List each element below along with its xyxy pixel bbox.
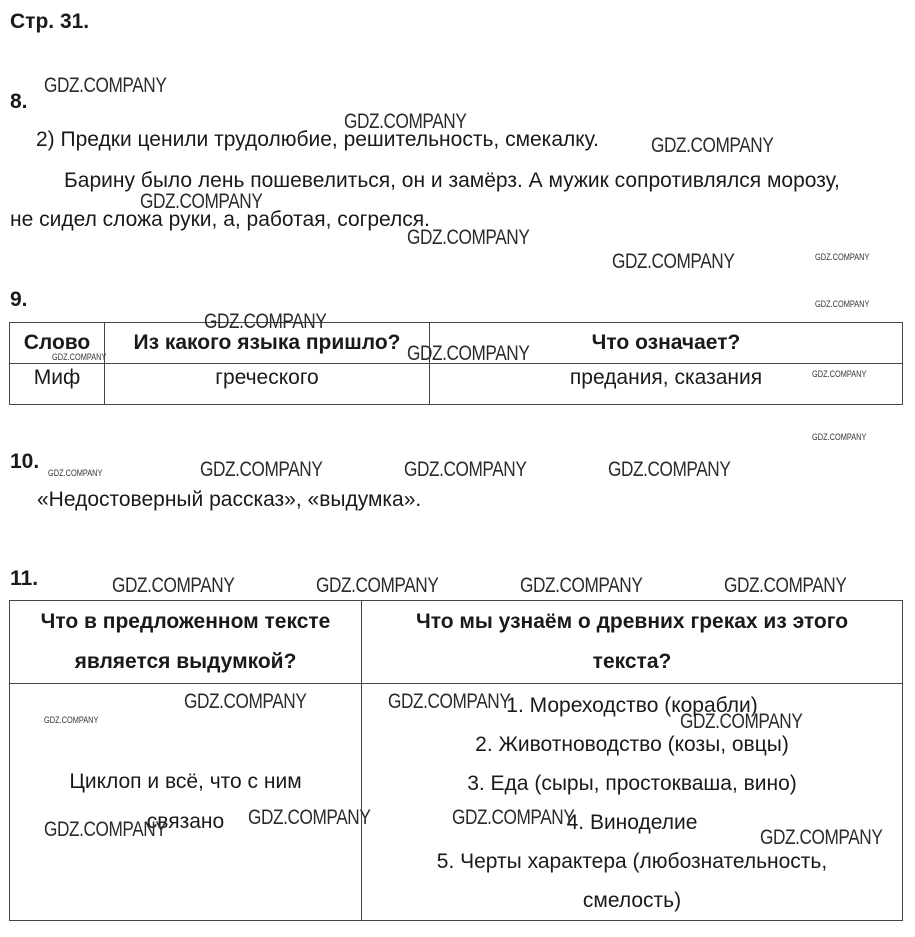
cell-meaning: предания, сказания xyxy=(430,364,903,405)
list-item: 2. Животноводство (козы, овцы) xyxy=(475,733,789,756)
header-meaning: Что означает? xyxy=(430,323,903,364)
table-row xyxy=(10,684,903,921)
watermark: GDZ.COMPANY xyxy=(44,74,167,97)
header-word: Слово xyxy=(10,323,105,364)
cell-word: Миф xyxy=(10,364,105,405)
header-learn-line-1: Что мы узнаём о древних греках из этого xyxy=(415,610,849,633)
watermark: GDZ.COMPANY xyxy=(200,458,323,481)
header-origin-language: Из какого языка пришло? xyxy=(105,323,430,364)
task-11-table xyxy=(9,600,903,921)
watermark: GDZ.COMPANY xyxy=(52,352,107,362)
watermark: GDZ.COMPANY xyxy=(680,710,803,733)
task-10-number: 10. xyxy=(10,450,40,473)
watermark: GDZ.COMPANY xyxy=(404,458,527,481)
watermark: GDZ.COMPANY xyxy=(812,369,867,379)
watermark: GDZ.COMPANY xyxy=(724,574,847,597)
header-fiction-line-1: Что в предложенном тексте xyxy=(40,610,331,633)
list-item: 5. Черты характера (любознательность, xyxy=(436,850,828,873)
watermark: GDZ.COMPANY xyxy=(140,190,263,213)
list-item: 4. Виноделие xyxy=(566,811,698,834)
watermark: GDZ.COMPANY xyxy=(815,299,870,309)
watermark: GDZ.COMPANY xyxy=(407,226,530,249)
table-header-row xyxy=(10,323,903,364)
list-item: 3. Еда (сыры, простокваша, вино) xyxy=(467,772,797,795)
list-item: смелость) xyxy=(582,889,682,912)
watermark: GDZ.COMPANY xyxy=(248,806,371,829)
header-learn-line-2: текста? xyxy=(592,650,672,673)
task-8-line-2: Барину было лень пошевелиться, он и замёрз. А мужик сопротивлялся морозу, xyxy=(64,169,840,192)
task-8-number: 8. xyxy=(10,90,28,113)
watermark: GDZ.COMPANY xyxy=(651,134,774,157)
header-fiction-line-2: является выдумкой? xyxy=(74,650,297,673)
task-9-number: 9. xyxy=(10,288,28,311)
watermark: GDZ.COMPANY xyxy=(344,110,467,133)
cell-fiction-answer xyxy=(10,684,362,921)
page-title: Стр. 31. xyxy=(10,10,90,33)
cell-origin-language: греческого xyxy=(105,364,430,405)
table-row xyxy=(10,364,903,405)
watermark: GDZ.COMPANY xyxy=(44,715,99,725)
watermark: GDZ.COMPANY xyxy=(184,690,307,713)
fiction-answer-line-1: Циклоп и всё, что с ним xyxy=(69,770,302,793)
watermark: GDZ.COMPANY xyxy=(316,574,439,597)
watermark: GDZ.COMPANY xyxy=(388,690,511,713)
watermark: GDZ.COMPANY xyxy=(112,574,235,597)
watermark: GDZ.COMPANY xyxy=(608,458,731,481)
watermark: GDZ.COMPANY xyxy=(204,310,327,333)
table-header-row xyxy=(10,601,903,684)
watermark: GDZ.COMPANY xyxy=(812,432,867,442)
watermark: GDZ.COMPANY xyxy=(760,826,883,849)
header-fiction xyxy=(10,601,362,684)
header-learn-about-greeks xyxy=(362,601,903,684)
watermark: GDZ.COMPANY xyxy=(612,250,735,273)
task-9-table xyxy=(9,322,903,405)
watermark: GDZ.COMPANY xyxy=(48,468,103,478)
task-8-line-1: 2) Предки ценили трудолюбие, решительность, смекалку. xyxy=(36,128,599,151)
watermark: GDZ.COMPANY xyxy=(520,574,643,597)
watermark: GDZ.COMPANY xyxy=(44,818,167,841)
watermark: GDZ.COMPANY xyxy=(407,342,530,365)
task-8-line-3: не сидел сложа руки, а, работая, согрелся. xyxy=(10,208,430,231)
task-11-number: 11. xyxy=(10,567,39,590)
task-10-answer: «Недостоверный рассказ», «выдумка». xyxy=(37,488,422,511)
watermark: GDZ.COMPANY xyxy=(452,806,575,829)
cell-greek-facts xyxy=(362,684,903,921)
watermark: GDZ.COMPANY xyxy=(815,252,870,262)
fiction-answer-line-2: связано xyxy=(146,810,225,833)
list-item: 1. Мореходство (корабли) xyxy=(506,694,758,717)
